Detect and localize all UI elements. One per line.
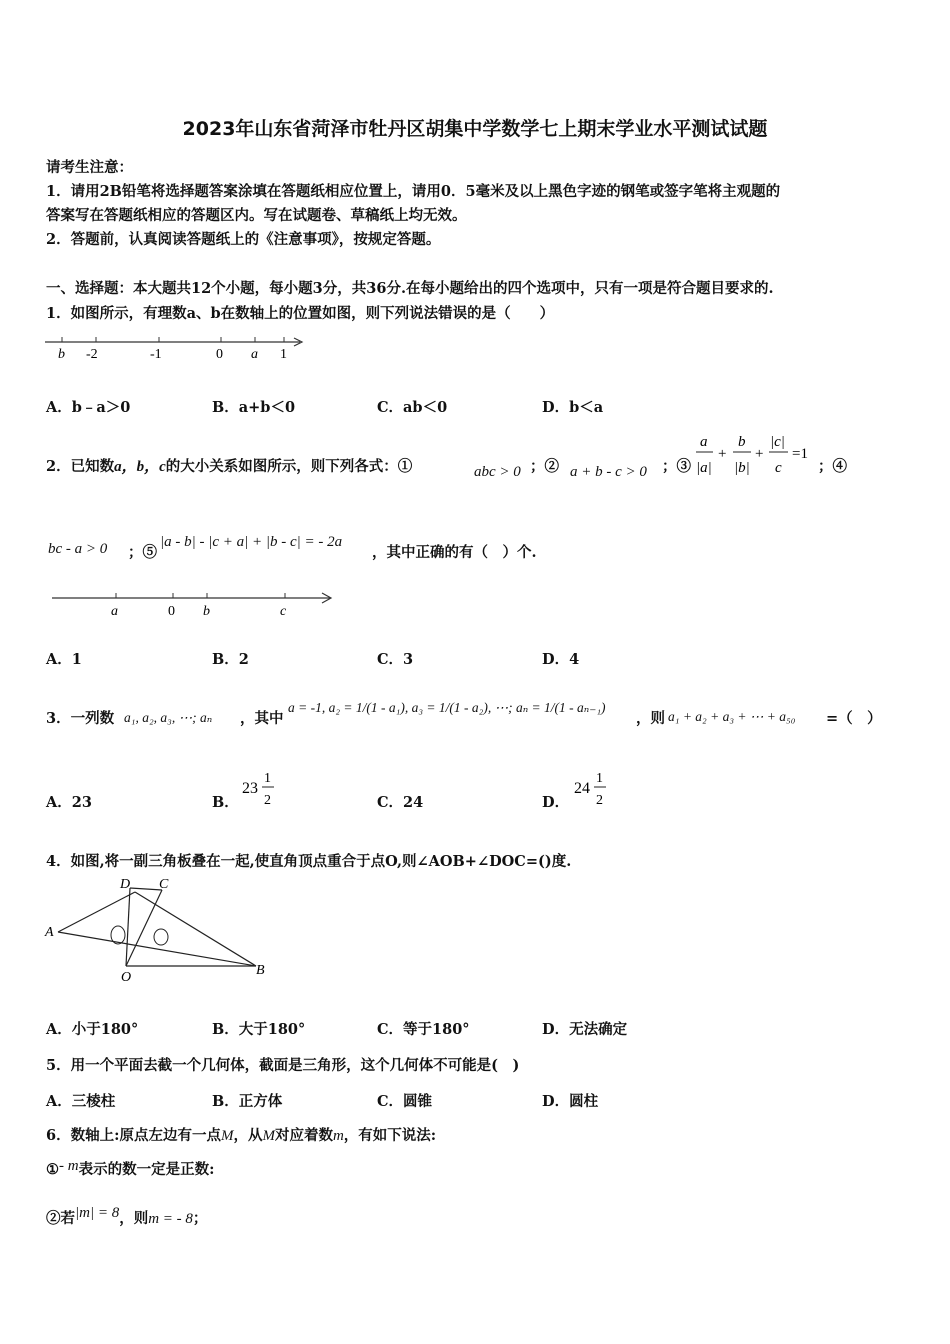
q4-triangle-figure <box>42 874 277 984</box>
q2-mid: 的大小关系如图所示，则下列各式：① <box>165 458 413 475</box>
q2-label-a: a <box>111 604 118 619</box>
q6-s1-expr: - m <box>59 1158 79 1174</box>
q2-frac-a-den: |a| <box>696 460 712 476</box>
svg-text:1: 1 <box>596 771 603 786</box>
q1-label-1: 1 <box>280 347 287 362</box>
q6-stem-a: 6．数轴上:原点左边有一点 <box>46 1127 221 1144</box>
q2-sep3: ；③ <box>662 458 691 475</box>
q4-option-c: C．等于180° <box>377 1021 470 1038</box>
q3-prefix: 3．一列数 <box>46 710 115 727</box>
q5-option-a: A．三棱柱 <box>46 1093 116 1110</box>
q2-frac-a-num: a <box>700 434 708 450</box>
q3-tail: =（ ） <box>826 710 882 727</box>
q6-s1-prefix: ① <box>46 1161 59 1178</box>
q2-option-a: A．1 <box>46 651 82 668</box>
q3-then: ，则 <box>636 710 665 727</box>
q2-sep5: ；⑤ <box>128 544 157 561</box>
section-heading: 一、选择题：本大题共12个小题，每小题3分，共36分.在每小题给出的四个选项中，只有一项是符合题目要求的. <box>46 280 774 297</box>
q4-label-d: D <box>120 877 131 892</box>
q2-fraction-expression <box>695 428 825 484</box>
q6-statement-2 <box>46 1205 207 1228</box>
q2-number-line <box>48 588 338 620</box>
svg-text:2: 2 <box>264 793 271 808</box>
q3-mid: ，其中 <box>240 710 284 727</box>
q6-stem-c: 对应着数 <box>274 1127 333 1144</box>
q2-prefix: 2．已知数 <box>46 458 115 475</box>
q3-option-d-value <box>572 766 612 812</box>
notice-item-1-cont: 答案写在答题纸相应的答题区内。写在试题卷、草稿纸上均无效。 <box>46 207 467 224</box>
q1-label-neg2: -2 <box>86 347 98 362</box>
q4-label-c: C <box>159 877 169 892</box>
q2-label-c: c <box>280 604 287 619</box>
svg-text:+: + <box>755 446 764 462</box>
q3-condition: a = -1, a₂ = 1/(1 - a₁), a₃ = 1/(1 - a₂), ⋯; aₙ = 1/(1 - aₙ₋₁) <box>288 700 606 715</box>
q3-option-a: A．23 <box>46 794 92 811</box>
q6-s2-end: ； <box>192 1210 208 1227</box>
q6-statement-1 <box>46 1158 214 1179</box>
q6-stem <box>46 1124 436 1145</box>
q1-label-b: b <box>58 347 65 362</box>
q5-option-b: B．正方体 <box>212 1093 283 1110</box>
q5-option-d: D．圆柱 <box>542 1093 599 1110</box>
q2-frac-b-num: b <box>738 434 746 450</box>
q4-option-a: A．小于180° <box>46 1021 139 1038</box>
q3-seq: a₁, a₂, a₃, ⋯; aₙ <box>124 710 213 725</box>
q3-sum: a₁ + a₂ + a₃ + ⋯ + a₅₀ <box>668 709 796 724</box>
q2-frac-c-den: c <box>775 460 782 476</box>
svg-text:+: + <box>718 446 727 462</box>
q2-sep4: ；④ <box>818 458 847 475</box>
q6-stem-b: ，从 <box>233 1127 263 1144</box>
notice-heading: 请考生注意： <box>46 159 133 176</box>
q1-number-line <box>40 332 315 366</box>
q2-stem <box>46 455 412 476</box>
page-title: 2023年山东省菏泽市牡丹区胡集中学数学七上期末学业水平测试试题 <box>182 118 768 140</box>
q2-option-d: D．4 <box>542 651 580 668</box>
q4-stem: 4．如图,将一副三角板叠在一起,使直角顶点重合于点O,则∠AOB+∠DOC=()度. <box>46 853 572 870</box>
q2-expr2: a + b - c > 0 <box>570 464 647 480</box>
q2-frac-b-den: |b| <box>734 460 750 476</box>
svg-text:2: 2 <box>596 793 603 808</box>
q2-expr5: |a - b| - |c + a| + |b - c| = - 2a <box>160 534 343 550</box>
q6-point-m-2: M <box>262 1128 275 1144</box>
q3-option-b-value <box>240 766 280 812</box>
q1-label-neg1: -1 <box>150 347 162 362</box>
q3-option-b: B． <box>212 794 239 811</box>
notice-item-1: 1．请用2B铅笔将选择题答案涂填在答题纸相应位置上，请用0．5毫米及以上黑色字迹的钢笔或签字笔将主观题的 <box>46 183 781 200</box>
q2-eq1: =1 <box>792 446 808 462</box>
q6-point-m: M <box>220 1128 234 1144</box>
q6-s2-mid: ，则 <box>119 1210 149 1227</box>
q4-label-b: B <box>256 963 265 978</box>
q6-s2-expr: |m| = 8 <box>75 1205 120 1221</box>
q1-stem: 1．如图所示，有理数a、b在数轴上的位置如图，则下列说法错误的是（ ） <box>46 305 555 322</box>
q6-s1-text: 表示的数一定是正数: <box>78 1161 215 1178</box>
q6-number-m: m <box>332 1128 344 1144</box>
svg-text:1: 1 <box>264 771 271 786</box>
q5-option-c: C．圆锥 <box>377 1093 433 1110</box>
svg-text:23: 23 <box>242 780 258 797</box>
q2-tail: ，其中正确的有（ ）个. <box>372 544 537 561</box>
q1-option-a: A．b﹣a＞0 <box>46 399 131 416</box>
q1-option-b: B．a+b＜0 <box>212 399 296 416</box>
q2-option-c: C．3 <box>377 651 414 668</box>
q3-option-c: C．24 <box>377 794 424 811</box>
q4-option-b: B．大于180° <box>212 1021 306 1038</box>
q2-expr1: abc > 0 <box>474 464 521 480</box>
q4-option-d: D．无法确定 <box>542 1021 628 1038</box>
q6-s2-expr2: m = - 8 <box>148 1211 193 1227</box>
q2-label-0: 0 <box>168 604 175 619</box>
q2-frac-c-num: |c| <box>770 434 785 450</box>
q2-label-b: b <box>203 604 210 619</box>
q6-stem-d: ，有如下说法: <box>343 1127 437 1144</box>
q1-label-a: a <box>251 347 258 362</box>
q1-label-0: 0 <box>216 347 223 362</box>
q2-sep2: ；② <box>530 458 559 475</box>
notice-item-2: 2．答题前，认真阅读答题纸上的《注意事项》，按规定答题。 <box>46 231 441 248</box>
q1-option-d: D．b＜a <box>542 399 604 416</box>
svg-text:24: 24 <box>574 780 590 797</box>
q5-stem: 5．用一个平面去截一个几何体，截面是三角形，这个几何体不可能是( ) <box>46 1057 520 1074</box>
q4-label-o: O <box>121 970 132 984</box>
q4-label-a: A <box>45 925 54 940</box>
q6-s2-prefix: ②若 <box>46 1210 75 1227</box>
q2-expr4: bc - a > 0 <box>48 541 108 557</box>
q1-option-c: C．ab＜0 <box>377 399 448 416</box>
q2-vars: a，b，c <box>114 459 166 475</box>
q2-option-b: B．2 <box>212 651 249 668</box>
q3-option-d: D． <box>542 794 570 811</box>
